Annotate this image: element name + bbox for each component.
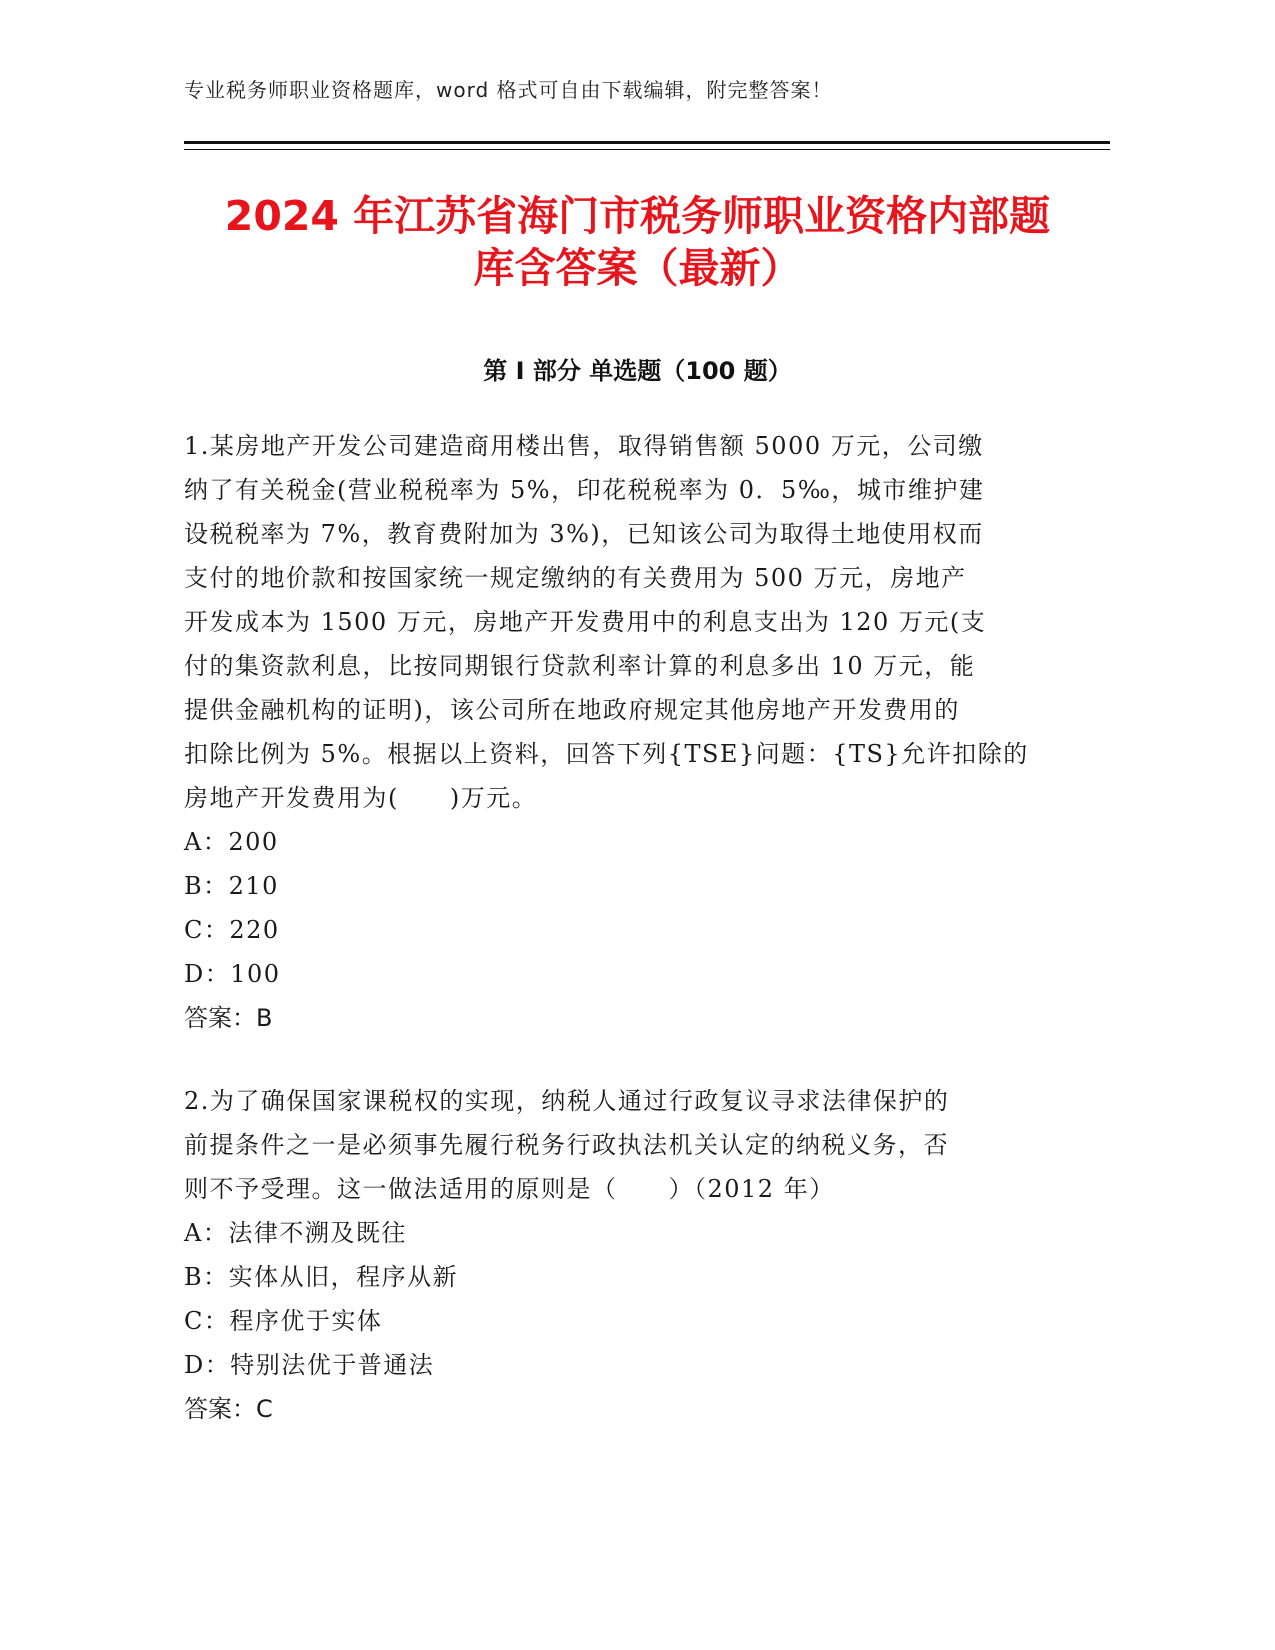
question-1-line: 纳了有关税金(营业税税率为 5%，印花税税率为 0．5‰，城市维护建	[184, 476, 985, 504]
header-rule-thin	[184, 149, 1110, 150]
document-title-line1: 2024 年江苏省海门市税务师职业资格内部题	[224, 192, 1051, 240]
question-1-line: 扣除比例为 5%。根据以上资料，回答下列{TSE}问题：{TS}允许扣除的	[184, 740, 1029, 768]
header-rule-thick	[184, 141, 1110, 144]
question-2-answer: 答案：C	[184, 1395, 273, 1423]
question-1-line: 开发成本为 1500 万元，房地产开发费用中的利息支出为 120 万元(支	[184, 608, 987, 636]
question-1-option-b: B：210	[184, 872, 279, 900]
question-2	[184, 1079, 1084, 1431]
question-2-line: 则不予受理。这一做法适用的原则是（ ）（2012 年）	[184, 1175, 835, 1203]
question-1-line: 提供金融机构的证明)，该公司所在地政府规定其他房地产开发费用的	[184, 696, 960, 724]
question-1-line: 支付的地价款和按国家统一规定缴纳的有关费用为 500 万元，房地产	[184, 564, 967, 592]
question-2-option-d: D：特别法优于普通法	[184, 1351, 435, 1379]
question-1	[184, 424, 1084, 1040]
question-2-text	[184, 1079, 1084, 1211]
question-2-option-c: C：程序优于实体	[184, 1307, 383, 1335]
question-1-option-c: C：220	[184, 916, 280, 944]
question-1-answer: 答案：B	[184, 1004, 273, 1032]
question-2-option-b: B：实体从旧，程序从新	[184, 1263, 459, 1291]
section-heading: 第 I 部分 单选题（100 题）	[483, 357, 792, 385]
question-2-option-a: A：法律不溯及既往	[184, 1219, 407, 1247]
document-title-line2: 库含答案（最新）	[473, 244, 802, 292]
question-2-line: 前提条件之一是必须事先履行税务行政执法机关认定的纳税义务，否	[184, 1131, 949, 1159]
question-1-option-d: D：100	[184, 960, 281, 988]
question-1-line: 付的集资款利息，比按同期银行贷款利率计算的利息多出 10 万元，能	[184, 652, 976, 680]
question-1-line: 房地产开发费用为( )万元。	[184, 784, 538, 812]
question-1-line: 1.某房地产开发公司建造商用楼出售，取得销售额 5000 万元，公司缴	[184, 432, 984, 460]
question-2-line: 2.为了确保国家课税权的实现，纳税人通过行政复议寻求法律保护的	[184, 1087, 950, 1115]
question-1-option-a: A：200	[184, 828, 279, 856]
question-1-line: 设税税率为 7%，教育费附加为 3%)，已知该公司为取得土地使用权而	[184, 520, 984, 548]
header-note: 专业税务师职业资格题库，word 格式可自由下载编辑，附完整答案！	[184, 78, 833, 102]
question-1-text	[184, 424, 1084, 820]
document-title	[160, 190, 1115, 294]
